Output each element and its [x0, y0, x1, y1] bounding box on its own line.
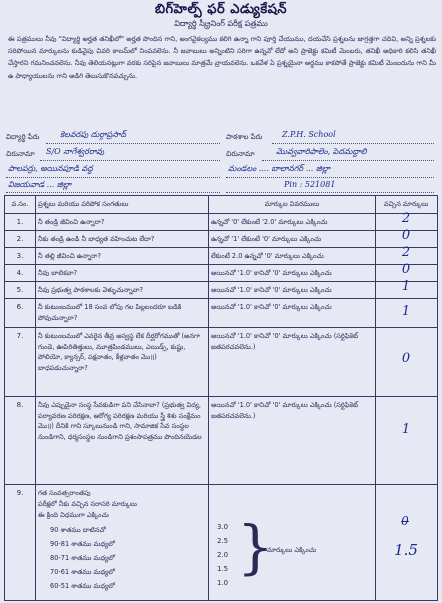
row9-question-line: ఈ క్రింది విధముగా ఎక్కించు	[38, 511, 109, 519]
col-divider-3	[375, 196, 376, 600]
row1-question: నీ తండ్రి జీవించి ఉన్నారా?	[38, 218, 105, 226]
instructions-paragraph: ఈ పత్రములు నీవు "విద్యార్థి అర్హత తనిఖీలో" అర్హత పొందిన గాని, అంగవైకల్యము కలిగి ఉన్నా గాని పూర్తి చేయుము, దయచేసి ప్రశ్నలను జాగ్రత్తగా చదివి, అన్ని ప్రశ్నలకు సరిపోయిన మార్కులను కుడివైపు చివరి కాలమ్‌లో నింపవలెను. నీ జవాబులు అన్నింటిని సరిగా ఉన్నవో లేదో అని ప్రాజెక్టు కమిటీ మెంబరు, తనిఖీ అధికారి కలిసి తనిఖీ చేస్తారని గమనించవలెను. నీవు తెలియనట్లుగా వరకు సరిపైన జవాబులు మాత్రమే వ్రాయవలెను. ఒకవేళ ఏ ప్రశ్నయైనా అర్థము కాకపోతే ప్రాజెక్టు కమిటీ మెంబరును గాని మీ ఉ పాధ్యాయులను గాని అడిగి తెలుసుకొనవచ్చును.	[8, 35, 436, 80]
row9-band: 90 శాతము దాటినచో	[50, 526, 106, 534]
row5-question: నీవు ప్రభుత్వ పాఠశాలకు వెళ్ళుచున్నావా?	[38, 286, 144, 294]
address2-value[interactable]: మొవ్వవారిపాలెం, పెదమద్దాలి	[276, 147, 367, 156]
row6-score[interactable]: 1	[401, 304, 411, 319]
header-divider	[5, 213, 437, 214]
header-serial: వ.సం.	[11, 200, 29, 208]
row9-question-line: పరీక్షలో నీకు వచ్చిన సరాసరి మార్కులు	[38, 500, 137, 508]
row4-score[interactable]: 0	[401, 262, 411, 277]
row6-number: 6.	[16, 303, 24, 311]
row5-marks-rule: అయినచో '1.0' కానిచో '0' మార్కులు ఎక్కించు	[211, 286, 332, 294]
row3-question: నీ తల్లి జీవించి ఉన్నారా?	[38, 252, 101, 260]
row3-number: 3.	[16, 252, 24, 260]
row7-marks-rule: అయినచో '1.0' కానిచో '0' మార్కులు ఎక్కించు (సర్టిఫికెట్ జతపరచవలెను.)	[211, 332, 359, 351]
row2-divider	[5, 247, 437, 248]
row5-divider	[5, 298, 437, 299]
row7-score[interactable]: 0	[401, 351, 411, 366]
row7-question: నీ కుటుంబములో ఎవరైన తీవ్ర అస్వస్థ లేక దీర్ఘరోగముతో (అనగా గుండె, ఊపిరితిత్తులు, మూత్రపిండములు, ఎయిడ్స్, కుష్టు, పోలియో, క్యాన్సర్, పక్షవాతం, కీళ్లవాతం మొ॥) బాధపడుచున్నారా?	[38, 332, 201, 372]
row1-score[interactable]: 2	[401, 211, 411, 226]
header-score: వచ్చిన మార్కులు	[383, 200, 429, 208]
row4-number: 4.	[16, 269, 24, 277]
row1-number: 1.	[16, 218, 24, 226]
row9-score[interactable]: 1.5	[394, 541, 418, 559]
form-title: బిగ్‌హెల్ప్ ఫర్ ఎడ్యుకేషన్	[154, 2, 288, 17]
student-name-value[interactable]: కెలవరపు దుర్గాప్రసాద్	[60, 130, 127, 139]
row9-brace: }	[237, 513, 274, 581]
row1-divider	[5, 230, 437, 231]
row9-marks-values	[217, 520, 228, 590]
row9-mark-value: 1.5	[217, 565, 229, 573]
row9-band: 70-61 శాతము మధ్యలో	[50, 568, 115, 576]
address-line	[40, 160, 220, 161]
header-question: ప్రశ్నలు మరియు పరిపోక సంగతులు	[38, 200, 129, 208]
col-divider-2	[208, 196, 209, 600]
address-value[interactable]: S/O నాగేశ్వరరావు	[46, 147, 105, 156]
row1-marks-rule: ఉన్నచో '0' లేకుంటే '2.0' మార్కులు ఎక్కించు	[211, 218, 328, 226]
row4-question: నీవు బాలికవా?	[38, 269, 78, 277]
row3-score[interactable]: 2	[401, 245, 411, 260]
student-name-line	[46, 143, 220, 144]
address-line2-right-rule	[226, 177, 434, 178]
row8-number: 8.	[16, 401, 24, 409]
address2-line	[262, 160, 434, 161]
row2-score[interactable]: 0	[401, 228, 411, 243]
row3-marks-rule: లేకుంటే 2.0 ఉన్నచో '0' మార్కులు ఎక్కించు	[211, 252, 324, 260]
row2-question: నీకు తండ్రి ఉండి నీ బాధ్యత వహించుట లేదా?	[38, 235, 155, 243]
form-subtitle: విద్యార్థి స్క్రీనింగ్ పరీక్ష పత్రము	[174, 19, 268, 28]
row2-marks-rule: ఉన్నచో '1' లేకుంటే '0' మార్కులు ఎక్కించు	[211, 235, 322, 243]
school-name-label: పాఠశాల పేరు	[226, 133, 263, 141]
address-line3-rule	[6, 192, 220, 193]
row9-mark-value: 2.5	[217, 537, 229, 545]
header-marks-detail: మార్కుల వివరములు	[264, 200, 320, 208]
address-line2-left[interactable]: పాలపర్రు, అయినపూడి వద్ద	[8, 164, 93, 173]
row8-marks-rule: అయినచో '1.0' కానిచో '0' మార్కులు ఎక్కించు (సర్టిఫికెట్ జతపరచవలెను.)	[211, 401, 359, 420]
col-divider-1	[35, 196, 36, 600]
pin-rule	[226, 192, 434, 193]
row3-divider	[5, 264, 437, 265]
address-label: చిరునామా	[6, 150, 35, 158]
row9-band: 80-71 శాతము మధ్యలో	[50, 554, 115, 562]
row5-number: 5.	[16, 286, 24, 294]
row4-marks-rule: అయినచో '1.0' కానిచో '0' మార్కులు ఎక్కించు	[211, 269, 332, 277]
row6-divider	[5, 327, 437, 328]
row9-mark-value: 1.0	[217, 579, 229, 587]
row6-question: నీ కుటుంబములో 18 సంవ లోపు గల పిల్లలందరూ బడికి పోవుచున్నారా?	[38, 303, 182, 322]
screening-table	[4, 195, 438, 601]
row9-score-crossed: 0	[401, 514, 409, 528]
row2-number: 2.	[16, 235, 24, 243]
row9-mark-value: 2.0	[217, 551, 229, 559]
school-name-value[interactable]: Z.P.H. School	[282, 130, 336, 139]
row6-marks-rule: అయినచో '1.0' కానిచో '0' మార్కులు ఎక్కించు	[211, 303, 332, 311]
address-line2-right[interactable]: మండలం .... బాలానగర్ ... జిల్లా	[228, 164, 331, 173]
row9-marks-label: మార్కులు ఎక్కించు	[267, 546, 317, 554]
row9-band: 60-51 శాతము మధ్యలో	[50, 582, 115, 590]
row9-number: 9.	[16, 489, 24, 497]
row7-number: 7.	[16, 332, 24, 340]
school-name-line	[272, 143, 434, 144]
pin-value[interactable]: Pin : 521081	[284, 180, 336, 189]
row9-question-title: గత సంవత్సరాంతపు	[38, 489, 91, 497]
row5-score[interactable]: 1	[401, 279, 411, 294]
row9-mark-value: 3.0	[217, 523, 229, 531]
row8-score[interactable]: 1	[401, 422, 411, 437]
student-name-label: విద్యార్థి పేరు	[6, 133, 40, 141]
row9-band: 90-81 శాతము మధ్యలో	[50, 540, 115, 548]
row8-question: నీవు ఎప్పుడైనా సంస్థ సేవకుడిగా పని చేసినావా? (ప్రభుత్వ విద్య, పర్యావరణ పరిరక్షణ, ఆరోగ్య పరిరక్షణ మరియు స్త్రీ శిశు సంక్షేమం మొ॥) దీనికి గాని స్కూలునుండి గాని, సామాజిక సేవ సంస్థల నుండిగాని, ధర్మసంస్థల నుండిగాని ప్రశంసాపత్రము పొందినయెడల	[38, 401, 202, 441]
row7-divider	[5, 396, 437, 397]
address-line2-rule	[6, 177, 220, 178]
address2-label: చిరునామా	[226, 150, 255, 158]
row4-divider	[5, 281, 437, 282]
row8-divider	[5, 484, 437, 485]
address-line3-left[interactable]: విజయవాడ ... జిల్లా	[8, 180, 72, 189]
